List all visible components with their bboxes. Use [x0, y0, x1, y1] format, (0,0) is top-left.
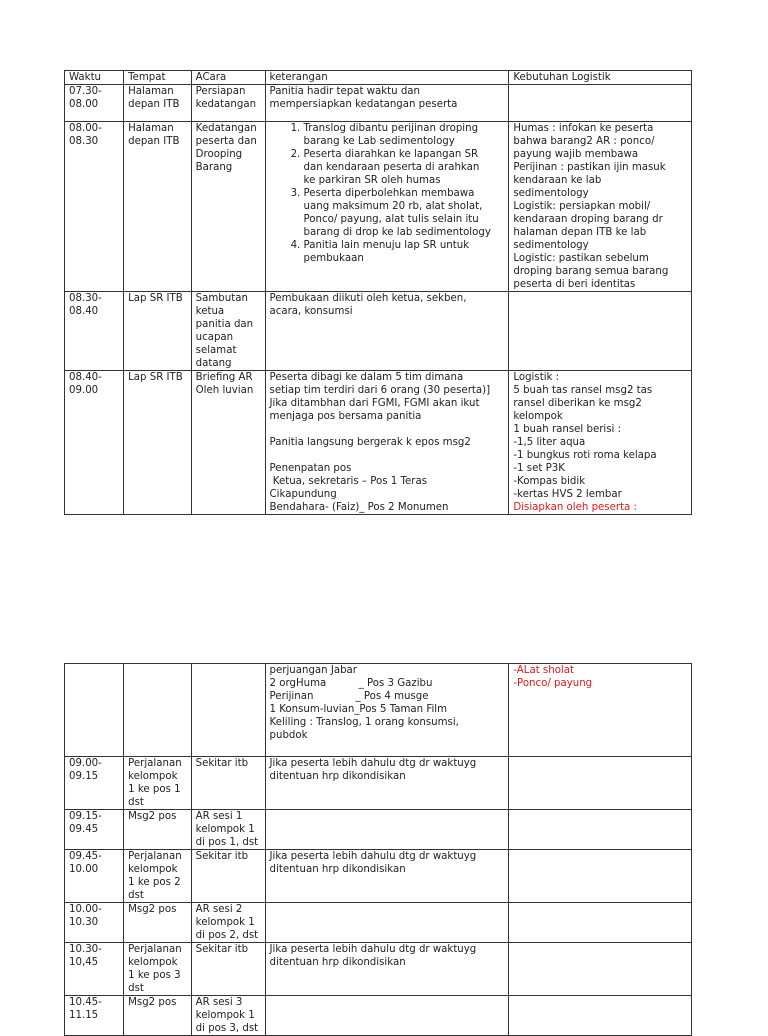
cell-logistik	[509, 757, 692, 810]
cell-keterangan: Jika peserta lebih dahulu dtg dr waktuyg ditentuan hrp dikondisikan	[265, 943, 509, 996]
cell-keterangan: Jika peserta lebih dahulu dtg dr waktuyg ditentuan hrp dikondisikan	[265, 757, 509, 810]
header-waktu: Waktu	[65, 71, 124, 85]
cell-acara	[191, 85, 265, 122]
header-keterangan: keterangan	[265, 71, 509, 85]
cell-logistik	[509, 850, 692, 903]
cell-tempat: Perjalanan kelompok 1 ke pos 3 dst	[124, 943, 192, 996]
cell-text: Halaman	[128, 123, 174, 134]
schedule-table-1	[64, 70, 692, 515]
cell-text: 08.30	[69, 136, 99, 147]
cell-keterangan: Pembukaan diikuti oleh ketua, sekben, acara, konsumsi	[265, 292, 509, 371]
cell-tempat: Msg2 pos	[124, 996, 192, 1036]
cell-logistik: Humas : infokan ke peserta bahwa barang2 AR : ponco/ payung wajib membawa Perijinan : pastikan ijin masuk kendaraan ke lab sedimentology Logistik: persiapkan mobil/ kendaraan droping barang dr halaman depan ITB ke lab sedimentology Logistic: pastikan sebelum droping barang semua barang peserta di beri identitas	[509, 122, 692, 292]
list-item: 2. Peserta diarahkan ke lapangan SR dan kendaraan peserta di arahkan ke parkiran SR oleh humas	[304, 148, 505, 187]
cell-text: 08.00	[69, 99, 99, 110]
cell-text: depan ITB	[128, 136, 180, 147]
table-row	[65, 757, 692, 810]
cell-acara: AR sesi 1 kelompok 1 di pos 1, dst	[191, 810, 265, 850]
cell-tempat: Lap SR ITB	[124, 371, 192, 515]
cell-tempat	[124, 122, 192, 292]
table-header-row	[65, 71, 692, 85]
table-row	[65, 292, 692, 371]
cell-keterangan	[265, 122, 509, 292]
cell-tempat: Perjalanan kelompok 1 ke pos 2 dst	[124, 850, 192, 903]
cell-waktu: 10.00- 10.30	[65, 903, 124, 943]
cell-acara	[191, 122, 265, 292]
header-acara: ACara	[191, 71, 265, 85]
list-item: 3. Peserta diperbolehkan membawa uang maksimum 20 rb, alat sholat, Ponco/ payung, alat tulis selain itu barang di drop ke lab sedimentology	[304, 187, 505, 239]
cell-text: Kedatangan	[195, 123, 257, 134]
keterangan-list	[270, 122, 505, 265]
cell-acara: Sekitar itb	[191, 850, 265, 903]
cell-logistik	[509, 810, 692, 850]
cell-tempat	[124, 85, 192, 122]
cell-logistik	[509, 85, 692, 122]
cell-logistik	[509, 903, 692, 943]
table-row	[65, 810, 692, 850]
cell-text: peserta dan	[195, 136, 257, 147]
cell-logistik	[509, 292, 692, 371]
header-tempat: Tempat	[124, 71, 192, 85]
cell-acara: AR sesi 2 kelompok 1 di pos 2, dst	[191, 903, 265, 943]
cell-tempat: Perjalanan kelompok 1 ke pos 1 dst	[124, 757, 192, 810]
cell-text: 08.00-	[69, 123, 102, 134]
cell-keterangan	[265, 996, 509, 1036]
cell-acara: Sekitar itb	[191, 943, 265, 996]
cell-waktu: 08.40- 09.00	[65, 371, 124, 515]
header-logistik: Kebutuhan Logistik	[509, 71, 692, 85]
cell-text: Barang	[195, 162, 233, 173]
cell-keterangan: Peserta dibagi ke dalam 5 tim dimana setiap tim terdiri dari 6 orang (30 peserta)] Jika ditambhan dari FGMI, FGMI akan ikut menjaga pos bersama panitia Panitia langsung bergerak k epos msg2 Penenpatan pos Ketua, sekretaris – Pos 1 Teras Cikapundung Bendahara- (Faiz)_ Pos 2 Monumen	[265, 371, 509, 515]
cell-waktu: 10.30- 10,45	[65, 943, 124, 996]
cell-acara: Briefing AR Oleh luvian	[191, 371, 265, 515]
cell-acara: Sekitar itb	[191, 757, 265, 810]
cell-text: Drooping	[195, 149, 243, 160]
cell-waktu	[65, 122, 124, 292]
cell-text: 07.30-	[69, 86, 102, 97]
cell-waktu	[65, 85, 124, 122]
table-row	[65, 371, 692, 515]
cell-logistik	[509, 996, 692, 1036]
cell-text: Persiapan	[195, 86, 246, 97]
table-row-continuation	[65, 664, 692, 757]
cell-waktu	[65, 664, 124, 757]
cell-tempat: Lap SR ITB	[124, 292, 192, 371]
cell-logistik: Logistik : 5 buah tas ransel msg2 tas ransel diberikan ke msg2 kelompok 1 buah ransel berisi : -1,5 liter aqua -1 bungkus roti roma kelapa -1 set P3K -Kompas bidik -kertas HVS 2 lembar Disiapkan oleh peserta :	[509, 371, 692, 515]
table-row	[65, 850, 692, 903]
cell-logistik: -ALat sholat -Ponco/ payung	[509, 664, 692, 757]
cell-keterangan	[265, 903, 509, 943]
cell-waktu: 10.45- 11.15	[65, 996, 124, 1036]
cell-keterangan	[265, 85, 509, 122]
cell-waktu: 09.15- 09.45	[65, 810, 124, 850]
cell-acara: AR sesi 3 kelompok 1 di pos 3, dst	[191, 996, 265, 1036]
cell-acara: Sambutan ketua panitia dan ucapan selamat datang	[191, 292, 265, 371]
list-item: 1. Translog dibantu perijinan droping barang ke Lab sedimentology	[304, 122, 505, 148]
table-row	[65, 943, 692, 996]
table-row	[65, 996, 692, 1036]
cell-keterangan: Jika peserta lebih dahulu dtg dr waktuyg ditentuan hrp dikondisikan	[265, 850, 509, 903]
cell-tempat: Msg2 pos	[124, 903, 192, 943]
list-item: 4. Panitia lain menuju lap SR untuk pembukaan	[304, 239, 505, 265]
cell-text: kedatangan	[195, 99, 257, 110]
logistik-note-red: Disiapkan oleh peserta :	[513, 502, 637, 513]
cell-tempat	[124, 664, 192, 757]
cell-waktu: 08.30- 08.40	[65, 292, 124, 371]
cell-text: depan ITB	[128, 99, 180, 110]
cell-waktu: 09.00- 09.15	[65, 757, 124, 810]
table-row	[65, 122, 692, 292]
cell-acara	[191, 664, 265, 757]
table-row	[65, 903, 692, 943]
cell-logistik	[509, 943, 692, 996]
cell-keterangan	[265, 810, 509, 850]
cell-text: Halaman	[128, 86, 174, 97]
table-row	[65, 85, 692, 122]
cell-waktu: 09.45- 10.00	[65, 850, 124, 903]
cell-text: Panitia hadir tepat waktu dan	[269, 86, 421, 97]
cell-text: mempersiapkan kedatangan peserta	[269, 99, 458, 110]
cell-tempat: Msg2 pos	[124, 810, 192, 850]
cell-keterangan: perjuangan Jabar 2 orgHuma _ Pos 3 Gazibu Perijinan _ Pos 4 musge 1 Konsum-luvian_Pos 5 Taman Film Keliling : Translog, 1 orang konsumsi, pubdok	[265, 664, 509, 757]
schedule-table-2	[64, 663, 692, 1036]
